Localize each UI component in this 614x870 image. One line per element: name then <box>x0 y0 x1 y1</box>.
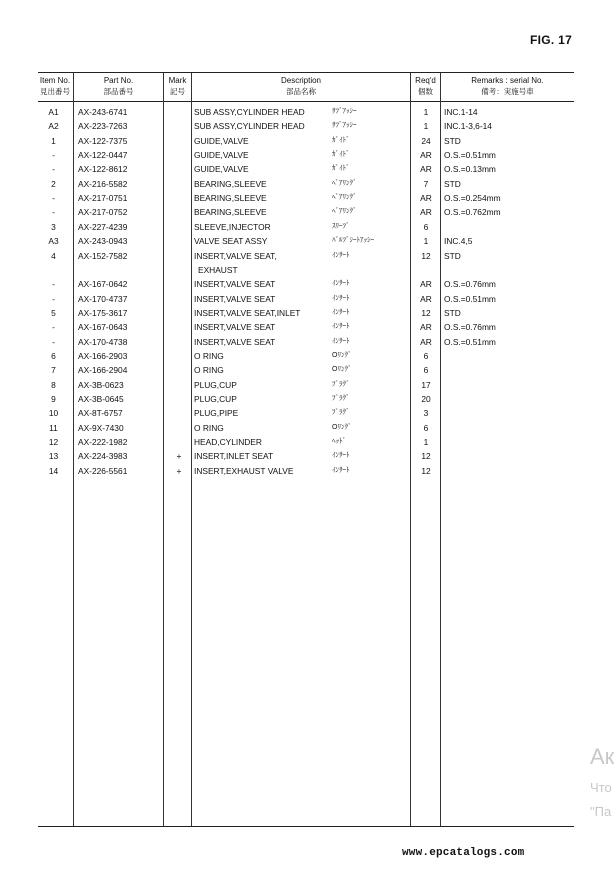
cell-remarks: O.S.=0.51mm <box>444 293 496 304</box>
cell-remarks: STD <box>444 250 461 261</box>
table-row <box>38 205 574 219</box>
cell-part-no: AX-170-4737 <box>78 293 128 304</box>
cell-description: BEARING,SLEEVE <box>194 193 267 204</box>
cell-reqd-qty: 6 <box>423 350 429 361</box>
cell-part-no: AX-170-4738 <box>78 336 128 347</box>
cell-item-no: 4 <box>51 250 56 261</box>
table-row <box>38 119 574 133</box>
cell-reqd-qty: AR <box>420 207 432 218</box>
cell-description: GUIDE,VALVE <box>194 150 249 161</box>
cell-description-kana: ﾌﾟﾗｸﾞ <box>332 380 350 388</box>
table-row <box>38 134 574 148</box>
footer-url[interactable]: www.epcatalogs.com <box>402 847 525 859</box>
table-row <box>38 148 574 162</box>
cell-description: VALVE SEAT ASSY <box>194 236 268 247</box>
cell-item-no: A3 <box>48 236 59 247</box>
cell-part-no: AX-243-6741 <box>78 107 128 117</box>
cell-description: SUB ASSY,CYLINDER HEAD <box>194 107 305 117</box>
cell-remarks: INC.1-14 <box>444 107 478 117</box>
table-row <box>38 392 574 406</box>
table-row <box>38 220 574 234</box>
header-part-no <box>74 75 163 97</box>
cell-reqd-qty: AR <box>420 279 432 290</box>
cell-part-no: AX-224-3983 <box>78 451 128 462</box>
header-item-no-jp: 見出番号 <box>40 87 70 96</box>
cell-part-no: AX-167-0643 <box>78 322 128 333</box>
cell-description-kana: ｶﾞｲﾄﾞ <box>332 165 350 173</box>
cell-description-kana: ｲﾝｻｰﾄ <box>332 323 350 331</box>
cell-reqd-qty: 1 <box>423 437 429 448</box>
header-part-no-jp: 部品番号 <box>103 87 134 96</box>
table-row <box>38 435 574 449</box>
cell-description: BEARING,SLEEVE <box>194 178 267 189</box>
cell-description-kana: ﾌﾟﾗｸﾞ <box>332 409 350 417</box>
watermark-line-2: Что <box>590 780 612 795</box>
header-top-rule <box>38 72 574 73</box>
cell-reqd-qty: 24 <box>421 135 431 146</box>
cell-reqd-qty: 12 <box>421 307 431 318</box>
cell-part-no: AX-223-7263 <box>78 121 128 132</box>
cell-reqd-qty: 17 <box>421 379 431 390</box>
cell-part-no: AX-216-5582 <box>78 178 128 189</box>
cell-remarks: O.S.=0.13mm <box>444 164 496 175</box>
cell-description-kana: ｻﾌﾞｱｯｼｰ <box>332 108 357 115</box>
cell-reqd-qty: AR <box>420 336 432 347</box>
header-description <box>192 75 410 97</box>
cell-description: PLUG,CUP <box>194 394 237 404</box>
cell-description-kana: ｲﾝｻｰﾄ <box>332 251 350 259</box>
cell-item-no: - <box>52 279 55 290</box>
cell-part-no: AX-122-8612 <box>78 164 128 175</box>
cell-remarks: O.S.=0.76mm <box>444 279 496 290</box>
cell-part-no: AX-167-0642 <box>78 279 128 290</box>
table-row <box>38 162 574 176</box>
cell-item-no: - <box>52 322 55 333</box>
cell-reqd-qty: 1 <box>423 107 429 117</box>
cell-description-kana: ｲﾝｻｰﾄ <box>332 452 350 460</box>
cell-reqd-qty: 6 <box>423 422 429 433</box>
cell-description-kana: ｶﾞｲﾄﾞ <box>332 151 350 159</box>
cell-item-no: 12 <box>48 437 59 448</box>
cell-remarks: INC.4,5 <box>444 236 473 247</box>
table-row <box>38 349 574 363</box>
cell-description-kana: ｶﾞｲﾄﾞ <box>332 136 350 144</box>
cell-item-no: - <box>52 164 55 175</box>
cell-description-kana: Oﾘﾝｸﾞ <box>332 423 352 431</box>
cell-item-no: 5 <box>51 307 56 318</box>
cell-description-kana: ﾍﾞｱﾘﾝｸﾞ <box>332 179 357 187</box>
table-row <box>38 464 574 478</box>
cell-reqd-qty: 12 <box>421 451 431 462</box>
cell-part-no: AX-152-7582 <box>78 250 128 261</box>
cell-description: O RING <box>194 350 224 361</box>
header-description-jp: 部品名称 <box>286 87 316 96</box>
cell-description: INSERT,INLET SEAT <box>194 451 274 462</box>
watermark-line-3: "Па <box>590 804 612 819</box>
cell-description: INSERT,EXHAUST VALVE <box>194 465 294 476</box>
cell-description: INSERT,VALVE SEAT <box>194 293 276 304</box>
table-row <box>38 421 574 435</box>
table-row <box>38 320 574 334</box>
cell-description-kana: ﾍｯﾄﾞ <box>332 438 346 446</box>
cell-description: HEAD,CYLINDER <box>194 437 262 448</box>
cell-item-no: 2 <box>51 178 56 189</box>
cell-remarks: O.S.=0.51mm <box>444 150 496 161</box>
cell-description-kana: ﾌﾟﾗｸﾞ <box>332 395 350 402</box>
cell-description-kana: ｲﾝｻｰﾄ <box>332 337 350 345</box>
cell-item-no: - <box>52 293 55 304</box>
cell-item-no: 11 <box>49 422 58 433</box>
cell-description: BEARING,SLEEVE <box>194 207 267 218</box>
figure-title: FIG. 17 <box>530 33 573 47</box>
cell-reqd-qty: 20 <box>421 394 431 404</box>
header-mark <box>164 75 191 97</box>
cell-item-no: 13 <box>48 451 59 462</box>
cell-remarks: O.S.=0.76mm <box>444 322 496 333</box>
header-remarks-jp: 備考：実施号車 <box>481 87 534 96</box>
table-row <box>38 306 574 320</box>
table-row <box>38 277 574 291</box>
cell-item-no: - <box>52 336 55 347</box>
header-remarks <box>441 75 574 97</box>
cell-description: INSERT,VALVE SEAT,INLET <box>194 307 301 318</box>
cell-reqd-qty: AR <box>420 193 432 204</box>
table-row <box>38 363 574 377</box>
header-mark-jp: 記号 <box>170 87 185 96</box>
header-mark-label: Mark <box>168 76 187 85</box>
watermark-line-1: Ак <box>590 744 614 769</box>
cell-description-kana: ﾊﾞﾙﾌﾞｼｰﾄｱｯｼｰ <box>332 237 374 245</box>
cell-reqd-qty: 3 <box>423 408 429 419</box>
cell-reqd-qty: AR <box>420 164 432 175</box>
cell-description-kana: ｲﾝｻｰﾄ <box>332 466 350 474</box>
cell-part-no: AX-227-4239 <box>78 221 128 232</box>
cell-description: SLEEVE,INJECTOR <box>194 221 271 232</box>
cell-item-no: A2 <box>48 121 59 132</box>
cell-description: GUIDE,VALVE <box>194 135 249 146</box>
cell-part-no: AX-226-5561 <box>78 465 128 476</box>
cell-description: INSERT,VALVE SEAT <box>194 279 276 290</box>
header-reqd-label: Req'd <box>415 76 436 85</box>
cell-description-kana: ｻﾌﾞｱｯｼｰ <box>332 122 357 130</box>
table-row <box>38 449 574 463</box>
cell-item-no: 7 <box>51 365 56 376</box>
table-bottom-rule <box>38 826 574 827</box>
table-row <box>38 292 574 306</box>
table-row <box>38 234 574 248</box>
cell-description-continuation: EXHAUST <box>198 264 238 275</box>
cell-reqd-qty: 7 <box>423 178 429 189</box>
cell-item-no: A1 <box>48 107 59 117</box>
cell-remarks: STD <box>444 178 461 189</box>
cell-description: PLUG,PIPE <box>194 408 239 419</box>
header-reqd-jp: 個数 <box>418 87 433 96</box>
cell-remarks: INC.1-3,6-14 <box>444 121 492 132</box>
cell-reqd-qty: 12 <box>421 250 431 261</box>
table-row <box>38 177 574 191</box>
cell-description: INSERT,VALVE SEAT, <box>194 250 277 261</box>
cell-part-no: AX-166-2904 <box>78 365 128 376</box>
cell-reqd-qty: 1 <box>423 121 429 132</box>
cell-item-no: - <box>52 207 55 218</box>
header-bottom-rule <box>38 101 574 102</box>
cell-part-no: AX-122-7375 <box>78 135 128 146</box>
cell-remarks: O.S.=0.51mm <box>444 336 496 347</box>
cell-part-no: AX-217-0752 <box>78 207 128 218</box>
table-row <box>38 249 574 263</box>
cell-reqd-qty: AR <box>420 322 432 333</box>
cell-part-no: AX-243-0943 <box>78 236 128 247</box>
cell-item-no: - <box>52 193 55 204</box>
cell-item-no: 3 <box>51 221 56 232</box>
cell-reqd-qty: 12 <box>421 465 431 476</box>
cell-description: SUB ASSY,CYLINDER HEAD <box>194 121 305 132</box>
cell-description-kana: ｲﾝｻｰﾄ <box>332 294 350 302</box>
header-description-label: Description <box>280 76 321 85</box>
cell-reqd-qty: 6 <box>423 221 429 232</box>
cell-description: GUIDE,VALVE <box>194 164 249 175</box>
cell-part-no: AX-166-2903 <box>78 350 128 361</box>
cell-description: INSERT,VALVE SEAT <box>194 336 276 347</box>
cell-mark: + <box>176 451 182 462</box>
header-remarks-label: Remarks : serial No. <box>471 76 544 85</box>
header-item-no <box>36 75 74 97</box>
cell-part-no: AX-3B-0623 <box>78 379 124 390</box>
cell-description-kana: Oﾘﾝｸﾞ <box>332 351 352 359</box>
cell-item-no: - <box>52 150 55 161</box>
cell-description-kana: ﾍﾞｱﾘﾝｸﾞ <box>332 208 357 216</box>
cell-description: INSERT,VALVE SEAT <box>194 322 276 333</box>
cell-description: O RING <box>194 365 224 376</box>
table-row <box>38 335 574 349</box>
cell-part-no: AX-3B-0645 <box>78 394 124 404</box>
table-row <box>38 105 574 119</box>
table-row <box>38 191 574 205</box>
table-row <box>38 378 574 392</box>
cell-part-no: AX-8T-6757 <box>78 408 123 419</box>
header-part-no-label: Part No. <box>103 76 134 85</box>
cell-description-kana: ﾍﾞｱﾘﾝｸﾞ <box>332 194 357 202</box>
cell-remarks: STD <box>444 307 461 318</box>
cell-description: O RING <box>194 422 224 433</box>
cell-item-no: 1 <box>51 135 56 146</box>
cell-description-kana: ｲﾝｻｰﾄ <box>332 280 350 288</box>
cell-item-no: 9 <box>51 394 56 404</box>
cell-remarks: O.S.=0.254mm <box>444 193 501 204</box>
cell-remarks: O.S.=0.762mm <box>444 207 501 218</box>
cell-description-kana: ｽﾘｰﾌﾞ <box>332 222 350 230</box>
cell-reqd-qty: AR <box>420 150 432 161</box>
cell-item-no: 8 <box>51 379 56 390</box>
cell-remarks: STD <box>444 135 461 146</box>
cell-description-kana: ｲﾝｻｰﾄ <box>332 308 350 316</box>
cell-description: PLUG,CUP <box>194 379 237 390</box>
cell-part-no: AX-175-3617 <box>78 307 128 318</box>
cell-part-no: AX-9X-7430 <box>78 422 124 433</box>
cell-part-no: AX-122-0447 <box>78 150 128 161</box>
header-item-no-label: Item No. <box>39 76 71 85</box>
cell-part-no: AX-217-0751 <box>78 193 128 204</box>
header-reqd <box>411 75 440 97</box>
cell-reqd-qty: 6 <box>423 365 429 376</box>
cell-item-no: 14 <box>48 465 59 476</box>
cell-item-no: 6 <box>51 350 56 361</box>
cell-reqd-qty: 1 <box>423 236 429 247</box>
cell-part-no: AX-222-1982 <box>78 437 128 448</box>
cell-description-kana: Oﾘﾝｸﾞ <box>332 366 352 374</box>
cell-reqd-qty: AR <box>420 293 432 304</box>
cell-mark: + <box>176 465 182 476</box>
cell-item-no: 10 <box>48 408 59 419</box>
table-row <box>38 406 574 420</box>
